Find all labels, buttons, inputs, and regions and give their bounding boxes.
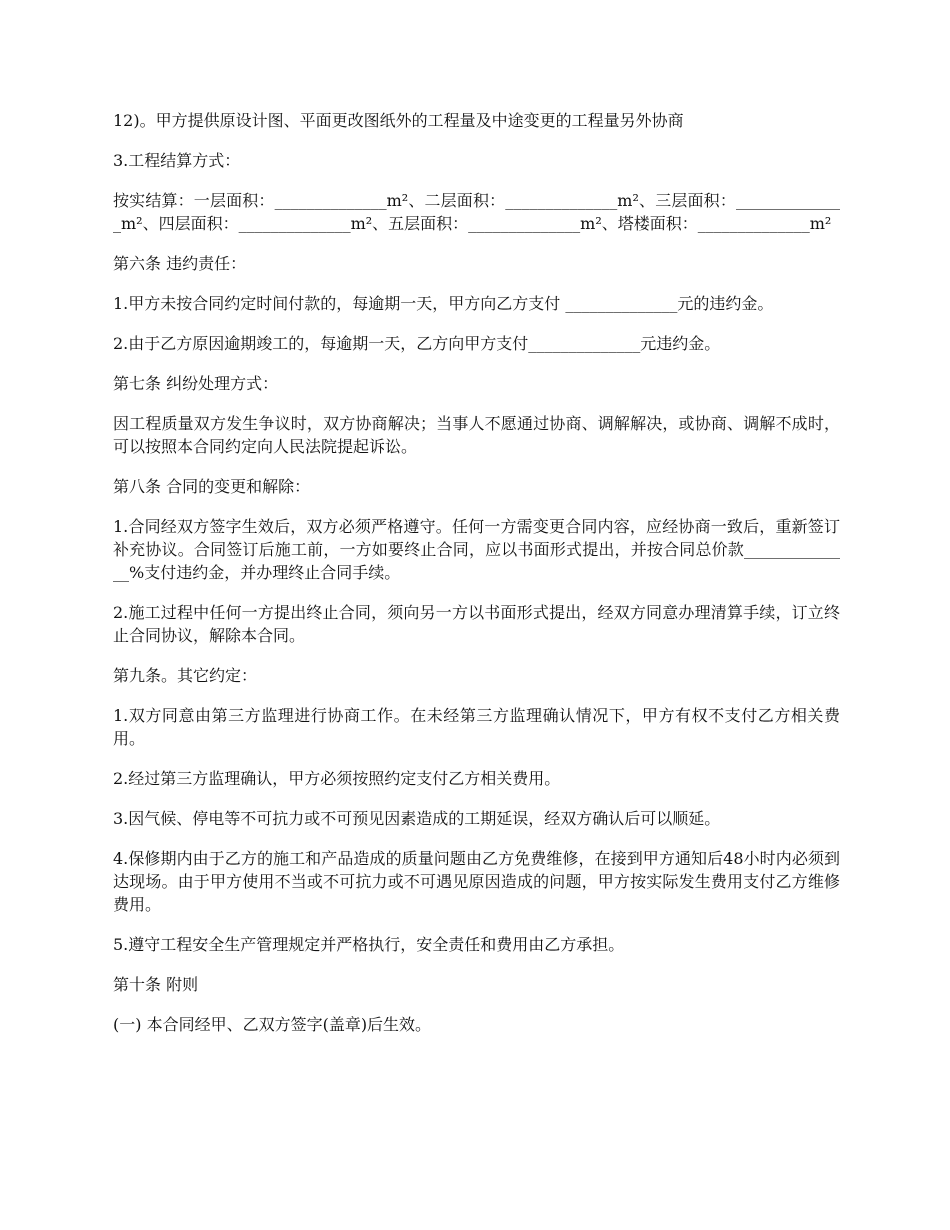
heading-article-6-breach: 第六条 违约责任： (113, 254, 247, 273)
paragraph-late-completion-penalty: 2.由于乙方原因逾期竣工的，每逾期一天，乙方向甲方支付______________元违约金。 (113, 334, 721, 353)
paragraph-floor-areas: 按实结算：一层面积：______________m²、二层面积：______________m²、三层面积：______________m²、四层面积：______________m²、五层面积：______________m²、塔楼面积：______________m² (113, 191, 840, 233)
paragraph-warranty: 4.保修期内由于乙方的施工和产品造成的质量问题由乙方免费维修，在接到甲方通知后48小时内必须到达现场。由于甲方使用不当或不可抗力或不可遇见原因造成的问题，甲方按实际发生费用支付乙方维修费用。 (113, 849, 840, 914)
heading-article-9-other: 第九条。其它约定： (113, 666, 258, 685)
heading-settlement-method: 3.工程结算方式： (113, 151, 241, 170)
paragraph-contract-changes: 1.合同经双方签字生效后，双方必须严格遵守。任何一方需变更合同内容，应经协商一致后，重新签订补充协议。合同签订后施工前，一方如要终止合同，应以书面形式提出，并按合同总价款______________%支付违约金，并办理终止合同手续。 (113, 517, 840, 582)
paragraph-effective-upon-signing: (一) 本合同经甲、乙双方签字(盖章)后生效。 (113, 1015, 432, 1034)
paragraph-force-majeure: 3.因气候、停电等不可抗力或不可预见因素造成的工期延误，经双方确认后可以顺延。 (113, 809, 721, 828)
document-page (113, 109, 840, 1053)
heading-article-7-disputes: 第七条 纠纷处理方式： (113, 374, 279, 393)
paragraph-safety: 5.遵守工程安全生产管理规定并严格执行，安全责任和费用由乙方承担。 (113, 935, 625, 954)
paragraph-dispute-resolution: 因工程质量双方发生争议时，双方协商解决；当事人不愿通过协商、调解解决，或协商、调解不成时，可以按照本合同约定向人民法院提起诉讼。 (113, 414, 840, 456)
paragraph-late-payment-penalty: 1.甲方未按合同约定时间付款的，每逾期一天，甲方向乙方支付 ______________元的违约金。 (113, 294, 774, 313)
paragraph-third-party-supervision: 1.双方同意由第三方监理进行协商工作。在未经第三方监理确认情况下，甲方有权不支付乙方相关费用。 (113, 706, 840, 748)
heading-article-8-changes: 第八条 合同的变更和解除： (113, 477, 311, 496)
paragraph-supervision-payment: 2.经过第三方监理确认，甲方必须按照约定支付乙方相关费用。 (113, 769, 561, 788)
paragraph-design-changes: 12)。甲方提供原设计图、平面更改图纸外的工程量及中途变更的工程量另外协商 (113, 111, 684, 130)
heading-article-10-appendix: 第十条 附则 (113, 975, 199, 994)
paragraph-termination-during-construction: 2.施工过程中任何一方提出终止合同，须向另一方以书面形式提出，经双方同意办理清算手续，订立终止合同协议，解除本合同。 (113, 603, 840, 645)
